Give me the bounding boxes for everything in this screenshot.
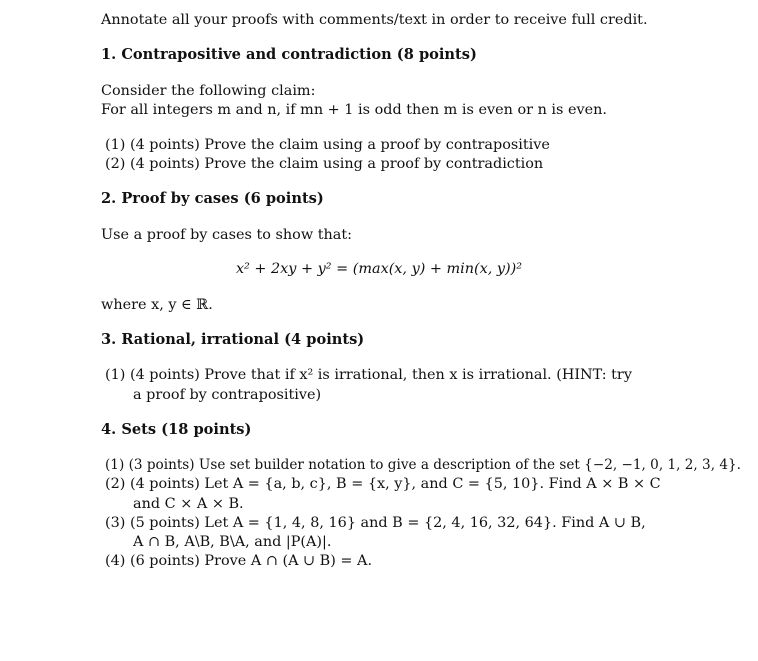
section3-item-1-line1: (1) (4 points) Prove that if x² is irrational, then x is irrational. (HINT: try xyxy=(105,367,632,383)
section1-heading: 1. Contrapositive and contradiction (8 points) xyxy=(101,46,477,63)
section4-item-1: (1) (3 points) Use set builder notation to give a description of the set {−2, −1, 0, 1, 2, 3, 4}. xyxy=(105,457,741,473)
section2-equation: x² + 2xy + y² = (max(x, y) + min(x, y))² xyxy=(235,261,523,277)
section4-item-4: (4) (6 points) Prove A ∩ (A ∪ B) = A. xyxy=(105,553,373,569)
section4-item-3-line1: (3) (5 points) Let A = {1, 4, 8, 16} and B = {2, 4, 16, 32, 64}. Find A ∪ B, xyxy=(105,515,646,531)
section4-item-2-line1: (2) (4 points) Let A = {a, b, c}, B = {x, y}, and C = {5, 10}. Find A × B × C xyxy=(105,476,661,492)
section2-lead: Use a proof by cases to show that: xyxy=(101,227,352,243)
intro-text: Annotate all your proofs with comments/text in order to receive full credit. xyxy=(101,12,648,28)
section1-item-1: (1) (4 points) Prove the claim using a proof by contrapositive xyxy=(105,137,550,153)
section1-claim: For all integers m and n, if mn + 1 is odd then m is even or n is even. xyxy=(101,102,607,118)
section4-heading: 4. Sets (18 points) xyxy=(101,421,252,438)
section2-heading: 2. Proof by cases (6 points) xyxy=(101,190,324,207)
section2-where: where x, y ∈ ℝ. xyxy=(101,297,213,313)
section1-item-2: (2) (4 points) Prove the claim using a proof by contradiction xyxy=(105,156,544,172)
section3-item-1-line2: a proof by contrapositive) xyxy=(133,387,322,403)
section4-item-2-line2: and C × A × B. xyxy=(133,496,244,512)
section4-item-3-line2: A ∩ B, A\B, B\A, and |P(A)|. xyxy=(133,534,332,550)
section1-lead: Consider the following claim: xyxy=(101,83,316,99)
section3-heading: 3. Rational, irrational (4 points) xyxy=(101,331,365,348)
